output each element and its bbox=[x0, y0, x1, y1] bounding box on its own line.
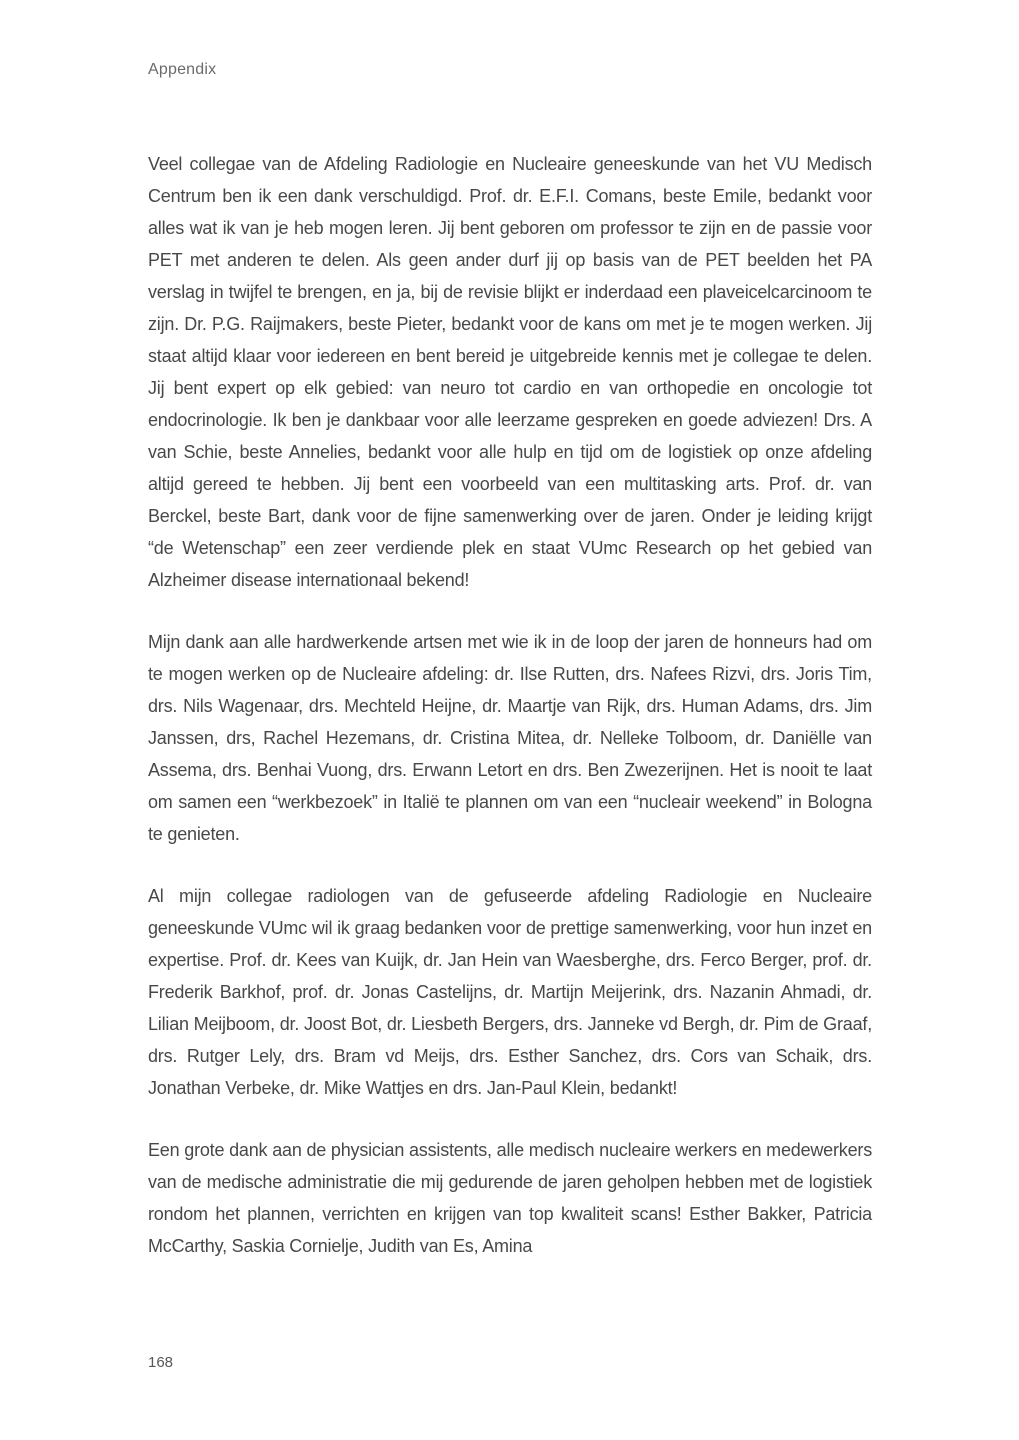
body-text-block bbox=[148, 148, 872, 1262]
running-header: Appendix bbox=[148, 61, 217, 78]
paragraph-acknowledgment-2: Mijn dank aan alle hardwerkende artsen met wie ik in de loop der jaren de honneurs had om te mogen werken op de Nucleaire afdeling: dr. Ilse Rutten, drs. Nafees Rizvi, drs. Joris Tim, drs. Nils Wagenaar, drs. Mechteld Heijne, dr. Maartje van Rijk, drs. Human Adams, drs. Jim Janssen, drs, Rachel Hezemans, dr. Cristina Mitea, dr. Nelleke Tolboom, dr. Daniëlle van Assema, drs. Benhai Vuong, drs. Erwann Letort en drs. Ben Zwezerijnen. Het is nooit te laat om samen een “werkbezoek” in Italië te plannen om van een “nucleair weekend” in Bologna te genieten. bbox=[148, 632, 872, 844]
paragraph-acknowledgment-4: Een grote dank aan de physician assistents, alle medisch nucleaire werkers en medewerkers van de medische administratie die mij gedurende de jaren geholpen hebben met de logistiek rondom het plannen, verrichten en krijgen van top kwaliteit scans! Esther Bakker, Patricia McCarthy, Saskia Cornielje, Judith van Es, Amina bbox=[148, 1140, 872, 1256]
page-number: 168 bbox=[148, 1354, 174, 1371]
paragraph-acknowledgment-3: Al mijn collegae radiologen van de gefuseerde afdeling Radiologie en Nucleaire geneeskunde VUmc wil ik graag bedanken voor de prettige samenwerking, voor hun inzet en expertise. Prof. dr. Kees van Kuijk, dr. Jan Hein van Waesberghe, drs. Ferco Berger, prof. dr. Frederik Barkhof, prof. dr. Jonas Castelijns, dr. Martijn Meijerink, drs. Nazanin Ahmadi, dr. Lilian Meijboom, dr. Joost Bot, dr. Liesbeth Bergers, drs. Janneke vd Bergh, dr. Pim de Graaf, drs. Rutger Lely, drs. Bram vd Meijs, drs. Esther Sanchez, drs. Cors van Schaik, drs. Jonathan Verbeke, dr. Mike Wattjes en drs. Jan-Paul Klein, bedankt! bbox=[148, 886, 872, 1098]
paragraph-acknowledgment-1: Veel collegae van de Afdeling Radiologie en Nucleaire geneeskunde van het VU Medisch Centrum ben ik een dank verschuldigd. Prof. dr. E.F.I. Comans, beste Emile, bedankt voor alles wat ik van je heb mogen leren. Jij bent geboren om professor te zijn en de passie voor PET met anderen te delen. Als geen ander durf jij op basis van de PET beelden het PA verslag in twijfel te brengen, en ja, bij de revisie blijkt er inderdaad een plaveicelcarcinoom te zijn. Dr. P.G. Raijmakers, beste Pieter, bedankt voor de kans om met je te mogen werken. Jij staat altijd klaar voor iedereen en bent bereid je uitgebreide kennis met je collegae te delen. Jij bent expert op elk gebied: van neuro tot cardio en van orthopedie en oncologie tot endocrinologie. Ik ben je dankbaar voor alle leerzame gespreken en goede adviezen! Drs. A van Schie, beste Annelies, bedankt voor alle hulp en tijd om de logistiek op onze afdeling altijd gereed te hebben. Jij bent een voorbeeld van een multitasking arts. Prof. dr. van Berckel, beste Bart, dank voor de fijne samenwerking over de jaren. Onder je leiding krijgt “de Wetenschap” een zeer verdiende plek en staat VUmc Research op het gebied van Alzheimer disease internationaal bekend! bbox=[148, 154, 872, 590]
